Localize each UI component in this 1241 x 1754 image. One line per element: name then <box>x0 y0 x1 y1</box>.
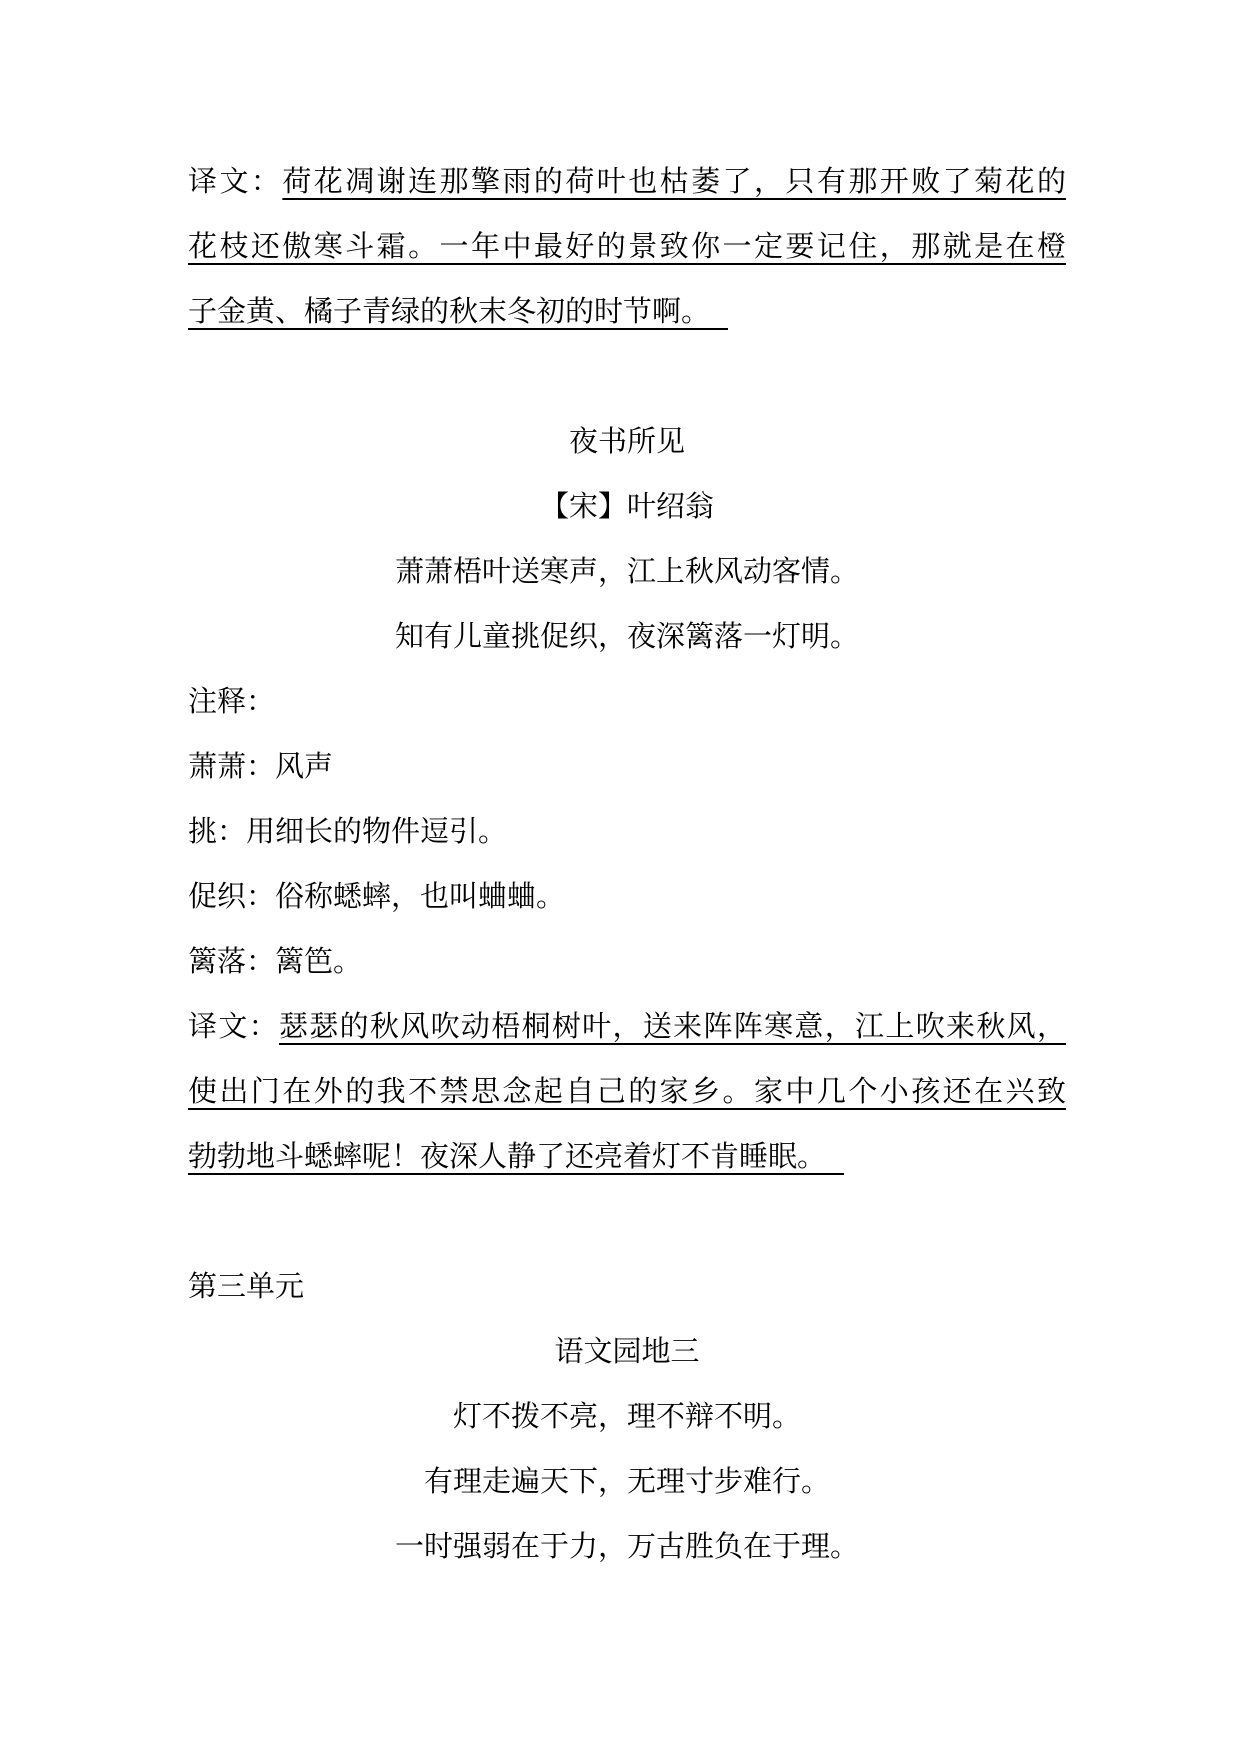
translation1-line3 <box>188 280 1066 345</box>
proverb-line: 灯不拨不亮，理不辩不明。 <box>452 1401 801 1433</box>
poem-title: 夜书所见 <box>568 426 685 458</box>
unit3-heading: 第三单元 <box>188 1271 305 1303</box>
proverb-line: 有理走遍天下，无理寸步难行。 <box>423 1466 830 1498</box>
blank-line <box>188 345 1066 410</box>
translation2-underlined-text: 使出门在外的我不禁思念起自己的家乡。家中几个小孩还在兴致 <box>188 1076 1066 1108</box>
poem-author: 【宋】叶绍翁 <box>539 491 714 523</box>
translation1-underlined-text: 荷花凋谢连那擎雨的荷叶也枯萎了，只有那开败了菊花的 <box>282 166 1066 198</box>
note-item: 挑：用细长的物件逗引。 <box>188 816 508 848</box>
translation2-line3 <box>188 1125 1066 1190</box>
translation2-line1 <box>188 995 1066 1060</box>
translation1-underlined-text: 花枝还傲寒斗霜。一年中最好的景致你一定要记住，那就是在橙 <box>188 231 1066 263</box>
translation2-underlined-text: 瑟瑟的秋风吹动梧桐树叶，送来阵阵寒意，江上吹来秋风， <box>278 1011 1066 1043</box>
notes-heading: 注释： <box>188 686 276 718</box>
unit3-subtitle: 语文园地三 <box>554 1336 700 1368</box>
note-item: 萧萧：风声 <box>188 751 334 783</box>
poem-verse-1: 萧萧梧叶送寒声，江上秋风动客情。 <box>394 556 859 588</box>
translation1-line1 <box>188 150 1066 215</box>
translation2-underlined-text: 勃勃地斗蟋蟀呢！夜深人静了还亮着灯不肯睡眠。 <box>188 1141 827 1173</box>
translation1-underlined-text: 子金黄、橘子青绿的秋末冬初的时节啊。 <box>188 296 711 328</box>
note-item: 篱落：篱笆。 <box>188 946 363 978</box>
document-content <box>188 150 1066 1580</box>
translation2-label: 译文： <box>188 1011 279 1043</box>
note-item: 促织：俗称蟋蟀，也叫蛐蛐。 <box>188 881 566 913</box>
translation1-label: 译文： <box>188 166 283 198</box>
underline-tail <box>710 318 728 330</box>
underline-tail <box>826 1163 844 1175</box>
translation1-line2 <box>188 215 1066 280</box>
poem-verse-2: 知有儿童挑促织，夜深篱落一灯明。 <box>394 621 859 653</box>
proverb-line: 一时强弱在于力，万古胜负在于理。 <box>394 1531 859 1563</box>
blank-line <box>188 1190 1066 1255</box>
translation2-line2 <box>188 1060 1066 1125</box>
